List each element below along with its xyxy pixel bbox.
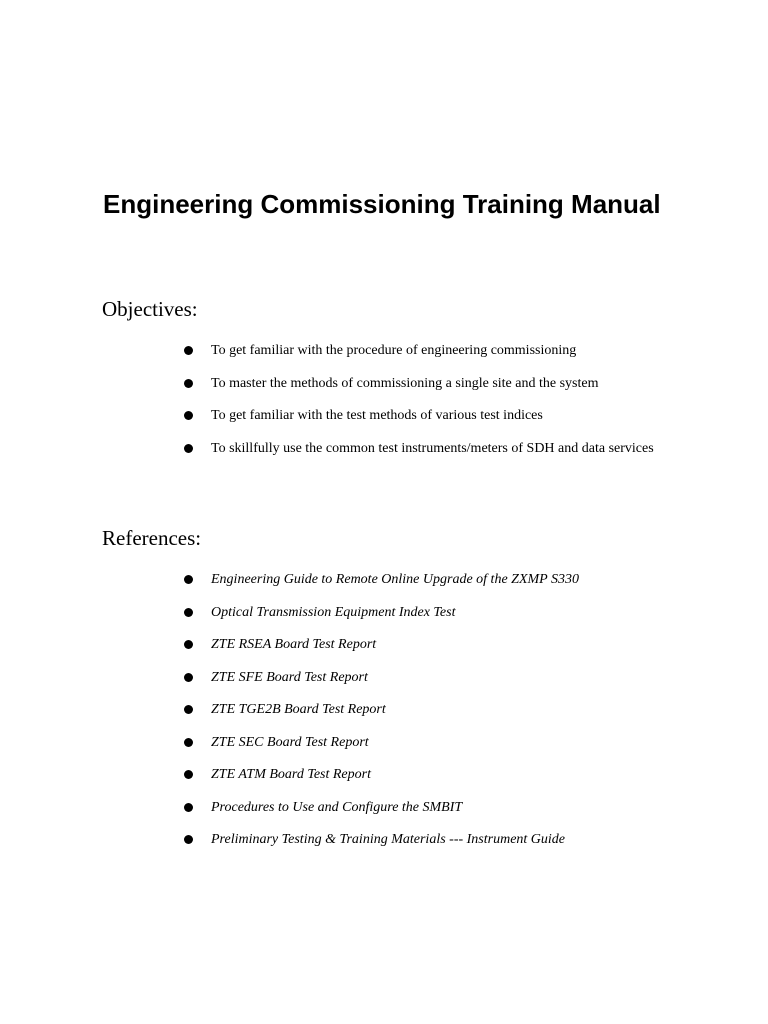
reference-text: ZTE SFE Board Test Report bbox=[211, 669, 368, 685]
reference-text: Optical Transmission Equipment Index Test bbox=[211, 604, 456, 620]
reference-text: ZTE SEC Board Test Report bbox=[211, 734, 369, 750]
bullet-icon bbox=[184, 444, 193, 453]
reference-text: ZTE TGE2B Board Test Report bbox=[211, 702, 386, 717]
bullet-icon bbox=[184, 411, 193, 420]
reference-item bbox=[180, 762, 687, 787]
objective-item bbox=[180, 338, 687, 363]
reference-text: Engineering Guide to Remote Online Upgrade of the ZXMP S330 bbox=[211, 572, 579, 587]
objective-item bbox=[180, 436, 687, 461]
objective-text: To skillfully use the common test instruments/meters of SDH and data services bbox=[211, 440, 654, 456]
bullet-icon bbox=[184, 346, 193, 355]
document-title: Engineering Commissioning Training Manual bbox=[103, 189, 661, 219]
bullet-icon bbox=[184, 608, 193, 617]
objective-item bbox=[180, 403, 687, 428]
reference-item bbox=[180, 827, 687, 852]
objectives-heading: Objectives: bbox=[102, 297, 198, 321]
reference-item bbox=[180, 697, 687, 722]
reference-item bbox=[180, 795, 687, 820]
bullet-icon bbox=[184, 770, 193, 779]
bullet-icon bbox=[184, 575, 193, 584]
reference-item bbox=[180, 665, 687, 690]
reference-text: Preliminary Testing & Training Materials --- Instrument Guide bbox=[211, 832, 566, 847]
bullet-icon bbox=[184, 379, 193, 388]
objectives-list bbox=[180, 338, 687, 468]
bullet-icon bbox=[184, 673, 193, 682]
references-heading: References: bbox=[102, 526, 202, 550]
reference-text: Procedures to Use and Configure the SMBIT bbox=[211, 799, 463, 815]
bullet-icon bbox=[184, 705, 193, 714]
reference-item bbox=[180, 567, 687, 592]
objective-text: To get familiar with the test methods of various test indices bbox=[211, 408, 543, 423]
objective-text: To get familiar with the procedure of engineering commissioning bbox=[211, 343, 577, 358]
reference-item bbox=[180, 632, 687, 657]
bullet-icon bbox=[184, 738, 193, 747]
bullet-icon bbox=[184, 640, 193, 649]
reference-text: ZTE RSEA Board Test Report bbox=[211, 637, 377, 652]
reference-item bbox=[180, 600, 687, 625]
reference-item bbox=[180, 730, 687, 755]
bullet-icon bbox=[184, 835, 193, 844]
objective-text: To master the methods of commissioning a single site and the system bbox=[211, 375, 599, 391]
bullet-icon bbox=[184, 803, 193, 812]
objective-item bbox=[180, 371, 687, 396]
references-list bbox=[180, 567, 687, 860]
reference-text: ZTE ATM Board Test Report bbox=[211, 767, 371, 782]
